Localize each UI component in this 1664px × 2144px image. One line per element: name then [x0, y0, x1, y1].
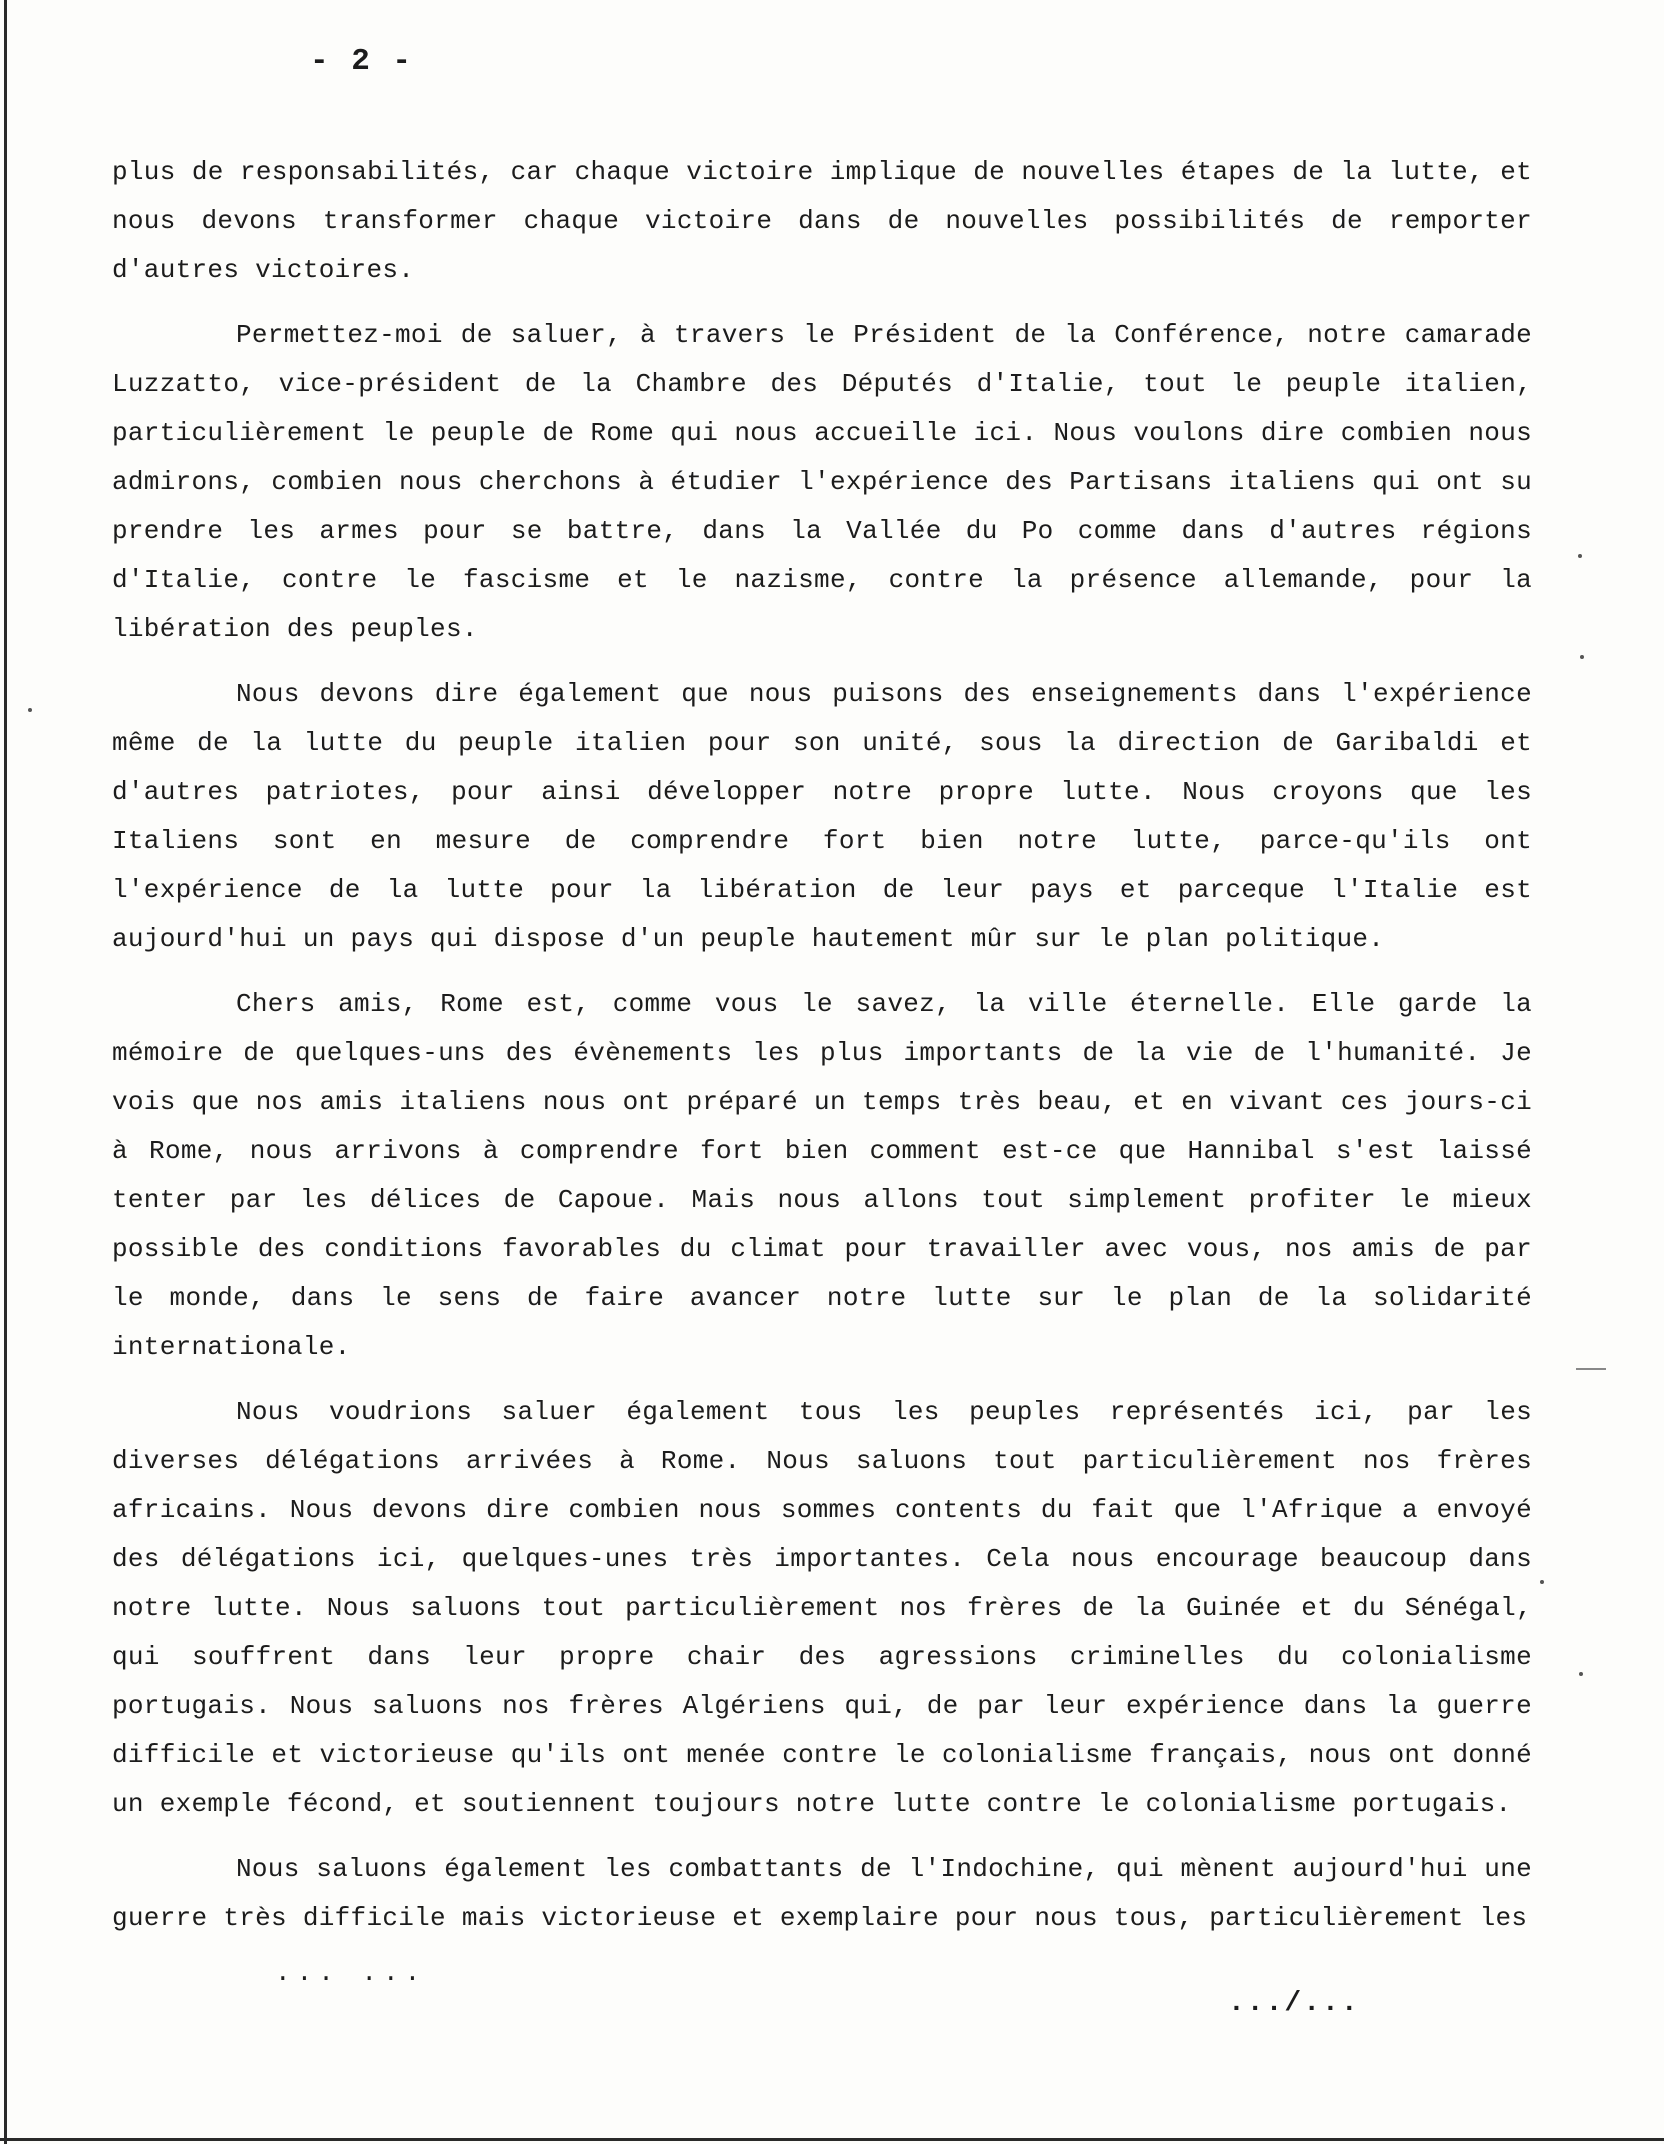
scan-speck [28, 708, 32, 712]
paragraph-6: Nous saluons également les combattants de l'Indochine, qui mènent aujourd'hui une guerre très difficile mais victorieuse et exemplaire pour nous tous, particulièrement les [112, 1854, 1532, 1933]
paragraph-2: Permettez-moi de saluer, à travers le Président de la Conférence, notre camarade Luzzatto, vice-président de la Chambre des Députés d'Italie, tout le peuple italien, particulièrement le peuple de Rome qui nous accueille ici. Nous voulons dire combien nous admirons, combien nous cherchons à étudier l'expérience des Partisans italiens qui ont su prendre les armes pour se battre, dans la Vallée du Po comme dans d'autres régions d'Italie, contre le fascisme et le nazisme, contre la présence allemande, pour la libération des peuples. [112, 320, 1532, 644]
scan-speck [1540, 1580, 1544, 1584]
paragraph-3: Nous devons dire également que nous puisons des enseignements dans l'expérience même de la lutte du peuple italien pour son unité, sous la direction de Garibaldi et d'autres patriotes, pour ainsi développer notre propre lutte. Nous croyons que les Italiens sont en mesure de comprendre fort bien notre lutte, parce-qu'ils ont l'expérience de la lutte pour la libération de leur pays et parceque l'Italie est aujourd'hui un pays qui dispose d'un peuple hautement mûr sur le plan politique. [112, 679, 1532, 954]
paragraph-4: Chers amis, Rome est, comme vous le savez, la ville éternelle. Elle garde la mémoire de quelques-uns des évènements les plus importants de la vie de l'humanité. Je vois que nos amis italiens nous ont préparé un temps très beau, et en vivant ces jours-ci à Rome, nous arrivons à comprendre fort bien comment est-ce que Hannibal s'est laissé tenter par les délices de Capoue. Mais nous allons tout simplement profiter le mieux possible des conditions favorables du climat pour travailler avec vous, nos amis de par le monde, dans le sens de faire avancer notre lutte sur le plan de la solidarité internationale. [112, 989, 1532, 1362]
scan-mark [1576, 1368, 1606, 1370]
page-left-border [4, 0, 7, 2144]
paragraph-1: plus de responsabilités, car chaque victoire implique de nouvelles étapes de la lutte, et nous devons transformer chaque victoire dans de nouvelles possibilités de remporter d'autres victoires. [112, 157, 1532, 285]
body-text [112, 148, 1532, 1959]
page-number: - 2 - [310, 44, 414, 79]
continuation-mark: .../... [1228, 1988, 1360, 2019]
scan-speck [1578, 554, 1582, 558]
page-bottom-border [0, 2138, 1664, 2141]
scan-speck [1580, 655, 1584, 659]
trailing-ellipsis: ... ... [275, 1958, 427, 1988]
scan-speck [1579, 1672, 1583, 1676]
paragraph-5: Nous voudrions saluer également tous les peuples représentés ici, par les diverses délégations arrivées à Rome. Nous saluons tout particulièrement nos frères africains. Nous devons dire combien nous sommes contents du fait que l'Afrique a envoyé des délégations ici, quelques-unes très importantes. Cela nous encourage beaucoup dans notre lutte. Nous saluons tout particulièrement nos frères de la Guinée et du Sénégal, qui souffrent dans leur propre chair des agressions criminelles du colonialisme portugais. Nous saluons nos frères Algériens qui, de par leur expérience dans la guerre difficile et victorieuse qu'ils ont menée contre le colonialisme français, nous ont donné un exemple fécond, et soutiennent toujours notre lutte contre le colonialisme portugais. [112, 1397, 1532, 1819]
